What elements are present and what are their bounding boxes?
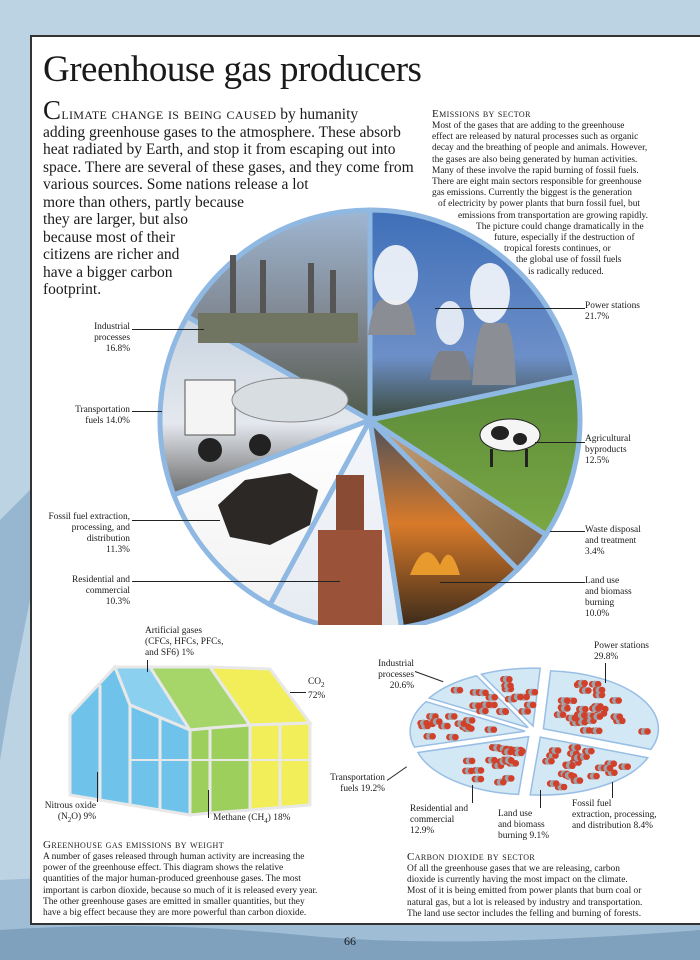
label-line: distribution (86, 534, 130, 544)
label-line: commercial (85, 586, 130, 596)
leader-line (132, 329, 204, 330)
label-line: Power stations (585, 301, 640, 311)
label-co2-residential (410, 804, 468, 837)
label-value: burning 9.1% (498, 831, 550, 841)
text-line: Of all the greenhouse gases that we are releasing, carbon (407, 864, 620, 874)
text-line: There are eight main sectors responsible for greenhouse (432, 177, 642, 188)
label-line: processes (94, 333, 130, 343)
label-line: Transportation (330, 773, 385, 783)
co2-molecule-oxygen (508, 757, 515, 764)
text-line: future, especially if the destruction of (494, 233, 635, 244)
co2-molecule-oxygen (595, 705, 602, 712)
co2-molecule-oxygen (482, 708, 489, 715)
co2-molecule-oxygen (478, 776, 485, 783)
leader-line (132, 411, 162, 412)
leader-line (540, 790, 541, 808)
label-line: Fossil fuel (572, 799, 612, 809)
intro-line: have a bigger carbon (43, 263, 173, 281)
co2-molecule-oxygen (518, 750, 525, 757)
text-line: The other greenhouse gases are emitted in smaller quantities, but they (43, 896, 305, 907)
leader-line (147, 660, 148, 672)
label-methane (213, 813, 290, 827)
label-text: CO (308, 677, 322, 687)
label-line: processing, and (71, 523, 130, 533)
co2-molecule-oxygen (548, 758, 555, 765)
intro-line: citizens are richer and (43, 246, 180, 263)
co2-molecule-oxygen (553, 780, 560, 787)
label-line: Industrial (378, 659, 414, 669)
label-value: 10.0% (585, 609, 610, 619)
co2-molecule-oxygen (530, 702, 537, 709)
text-line: the global use of fossil fuels (516, 255, 622, 266)
co2-molecule-oxygen (644, 728, 651, 735)
label-value: 20.6% (389, 681, 414, 691)
leader-line (435, 308, 585, 309)
co2-molecule-oxygen (564, 705, 571, 712)
label-value: 10.3% (105, 597, 130, 607)
co2-molecule-oxygen (507, 682, 514, 689)
co2-by-sector-heading: Carbon dioxide by sector (407, 851, 536, 863)
co2-molecule-oxygen (506, 676, 513, 683)
label-text: (N (57, 812, 68, 822)
co2-molecule-oxygen (524, 708, 531, 715)
co2-molecule-oxygen (491, 726, 498, 733)
text-line: natural gas, but a lot is released by industry and transportation. (407, 897, 643, 908)
leader-line (132, 581, 340, 582)
label-value: 12.5% (585, 456, 610, 466)
co2-pie-slices (410, 668, 658, 795)
page-title: Greenhouse gas producers (43, 49, 422, 90)
label-line: byproducts (585, 445, 627, 455)
label-land-use (585, 576, 632, 620)
leader-line (132, 520, 220, 521)
label-value: fuels 19.2% (340, 784, 385, 794)
text-line: decay and the breathing of people and animals. However, (432, 143, 648, 154)
emissions-by-weight-heading: Greenhouse gas emissions by weight (43, 839, 224, 851)
leader-line (208, 790, 209, 818)
text-line: gas emissions. Currently the biggest is the generation (432, 188, 632, 199)
label-value: 11.3% (106, 545, 130, 555)
co2-sector-diagram (390, 660, 660, 805)
co2-molecule-oxygen (523, 694, 530, 701)
label-line: Artificial gases (145, 626, 203, 636)
text-line: tropical forests continues, or (504, 244, 611, 255)
label-line: Fossil fuel extraction, (48, 512, 130, 522)
text-line: have a big effect because they are more powerful than carbon dioxide. (43, 908, 307, 919)
label-residential (40, 575, 130, 608)
co2-molecule-oxygen (469, 758, 476, 765)
label-value: 12.9% (410, 826, 435, 836)
label-text: ) 18% (267, 813, 291, 823)
co2-molecule-oxygen (577, 777, 584, 784)
co2-molecule-oxygen (624, 763, 631, 770)
label-text: Methane (CH (213, 813, 265, 823)
co2-molecule-oxygen (469, 717, 476, 724)
label-co2 (308, 677, 325, 702)
co2-molecule-oxygen (574, 744, 581, 751)
label-value: 21.7% (585, 312, 610, 322)
label-line: Residential and (410, 804, 469, 814)
leader-line (612, 782, 613, 798)
co2-molecule-oxygen (593, 773, 600, 780)
co2-molecule-oxygen (616, 713, 623, 720)
text-line: The land use sector includes the felling and burning of forests. (407, 908, 642, 919)
text-line: Most of it is being emitted from power plants that burn coal or (407, 886, 642, 897)
co2-molecule-oxygen (595, 681, 602, 688)
text-line: effect are released by natural processes such as organic (432, 132, 639, 143)
label-line: extraction, processing, (572, 810, 657, 820)
intro-line: by humanity (280, 106, 359, 123)
label-value: fuels 14.0% (85, 416, 130, 426)
text-line: is radically reduced. (528, 266, 604, 277)
page-number: 66 (344, 934, 356, 948)
co2-molecule-oxygen (423, 720, 430, 727)
label-value: and distribution 8.4% (572, 821, 653, 831)
text-line: dioxide is currently having the most impact on the climate. (407, 875, 628, 886)
label-subscript: 4 (264, 816, 268, 825)
co2-by-sector-text (407, 864, 692, 920)
label-line: Agricultural (585, 434, 631, 444)
label-co2-fossil-fuel (572, 799, 657, 832)
intro-line: footprint. (43, 281, 102, 298)
intro-line: various sources. Some nations release a lot (43, 176, 309, 193)
intro-line: because most of their (43, 228, 176, 246)
co2-molecule-oxygen (436, 718, 443, 725)
co2-molecule-oxygen (582, 706, 589, 713)
leader-line (605, 663, 606, 683)
label-co2-power (594, 641, 649, 663)
co2-molecule-oxygen (596, 727, 603, 734)
intro-line: heat radiated by Earth, and stop it from escaping out into (43, 141, 396, 158)
emissions-by-weight-text (43, 852, 333, 919)
label-artificial-gases (145, 626, 223, 659)
label-line: Industrial (94, 322, 130, 332)
label-fossil-fuel (30, 512, 130, 556)
co2-molecule-oxygen (555, 747, 562, 754)
co2-molecule-oxygen (508, 775, 515, 782)
co2-molecule-oxygen (486, 701, 493, 708)
label-line: and biomass (498, 820, 545, 830)
intro-lead (43, 95, 277, 125)
leader-line (550, 531, 585, 532)
co2-molecule-oxygen (572, 715, 579, 722)
leader-line (290, 692, 306, 693)
co2-molecule-oxygen (581, 712, 588, 719)
label-line: and biomass (585, 587, 632, 597)
emissions-by-sector-heading: Emissions by sector (432, 108, 531, 120)
text-line: important is carbon dioxide, because so much of it is released every year. (43, 885, 318, 896)
label-line: Waste disposal (585, 525, 641, 535)
co2-molecule-oxygen (517, 694, 524, 701)
co2-molecule-oxygen (478, 767, 485, 774)
co2-molecule-oxygen (532, 689, 539, 696)
label-power-stations (585, 301, 640, 323)
label-line: and treatment (585, 536, 637, 546)
label-waste-disposal (585, 525, 641, 558)
label-line: commercial (410, 815, 455, 825)
label-line: Land use (585, 576, 620, 586)
co2-molecule-oxygen (585, 687, 592, 694)
label-line: Nitrous oxide (44, 801, 96, 811)
label-subscript: 2 (321, 680, 325, 689)
label-value: 29.8% (594, 652, 619, 662)
text-line: emissions from transportation are growing rapidly. (458, 210, 648, 221)
co2-molecule-oxygen (560, 711, 567, 718)
intro-line: they are larger, but also (43, 211, 188, 228)
leader-line (97, 772, 98, 802)
label-transportation (40, 405, 130, 427)
co2-molecule-oxygen (491, 694, 498, 701)
label-line: Transportation (75, 405, 130, 415)
co2-molecule-oxygen (482, 690, 489, 697)
label-agricultural (585, 434, 631, 467)
label-co2-land-use (498, 809, 549, 842)
leader-line (440, 582, 585, 583)
label-line: and SF6) 1% (145, 648, 194, 658)
co2-molecule-oxygen (502, 708, 509, 715)
label-subscript: 2 (67, 815, 72, 824)
text-line: Most of the gases that are adding to the greenhouse (432, 121, 625, 131)
co2-molecule-oxygen (581, 680, 588, 687)
text-line: Many of these involve the rapid burning of fossil fuels. (432, 165, 639, 176)
label-co2-industrial (350, 659, 414, 692)
label-value: 3.4% (585, 547, 605, 557)
co2-molecule-oxygen (564, 697, 571, 704)
co2-molecule-oxygen (561, 784, 568, 791)
text-line: of electricity by power plants that burn fossil fuel, but (438, 199, 641, 210)
co2-molecule-oxygen (457, 687, 464, 694)
text-line: A number of gases released through human activity are increasing the (43, 852, 305, 862)
co2-molecule-oxygen (588, 748, 595, 755)
text-line: The picture could change dramatically in the (476, 221, 644, 232)
label-line: burning (585, 598, 615, 608)
co2-molecule-oxygen (597, 713, 604, 720)
text-line: quantities of the major human-produced greenhouse gases. The most (43, 874, 301, 885)
co2-molecule-oxygen (451, 713, 458, 720)
co2-molecule-oxygen (500, 779, 507, 786)
label-value: 16.8% (105, 344, 130, 354)
intro-line: more than others, partly because (43, 193, 244, 211)
co2-by-sector-block (407, 851, 692, 920)
co2-molecule-oxygen (615, 697, 622, 704)
leader-line (535, 442, 585, 443)
label-line: Land use (498, 809, 533, 819)
greenhouse-diagram (57, 655, 325, 825)
co2-molecule-oxygen (569, 762, 576, 769)
text-line: the gases are also being generated by human activities. (432, 154, 638, 165)
co2-molecule-oxygen (452, 734, 459, 741)
label-line: Residential and (71, 575, 130, 585)
intro-dropcap: C (43, 95, 62, 125)
label-text: O) 9% (71, 812, 96, 822)
intro-lead-text: limate change is being caused (61, 104, 277, 123)
emissions-by-weight-block (43, 839, 333, 919)
label-co2-transportation (310, 773, 385, 795)
co2-molecule-oxygen (491, 757, 498, 764)
co2-molecule-oxygen (571, 697, 578, 704)
label-line: Power stations (594, 641, 649, 651)
intro-line: adding greenhouse gases to the atmosphere. These absorb (43, 123, 401, 141)
label-nitrous-oxide (30, 801, 96, 826)
text-line: power of the greenhouse effect. This diagram shows the relative (43, 863, 284, 874)
co2-molecule-oxygen (475, 702, 482, 709)
label-line: (CFCs, HFCs, PFCs, (145, 637, 224, 647)
intro-line: space. There are several of these gases, and they come from (43, 158, 414, 176)
sector-pie-chart (150, 205, 590, 625)
co2-molecule-oxygen (429, 733, 436, 740)
label-line: processes (378, 670, 414, 680)
co2-molecule-oxygen (607, 765, 614, 772)
label-value: 72% (308, 690, 326, 701)
label-industrial (40, 322, 130, 355)
co2-molecule-oxygen (444, 723, 451, 730)
co2-molecule-oxygen (599, 687, 606, 694)
leader-line (472, 785, 473, 803)
